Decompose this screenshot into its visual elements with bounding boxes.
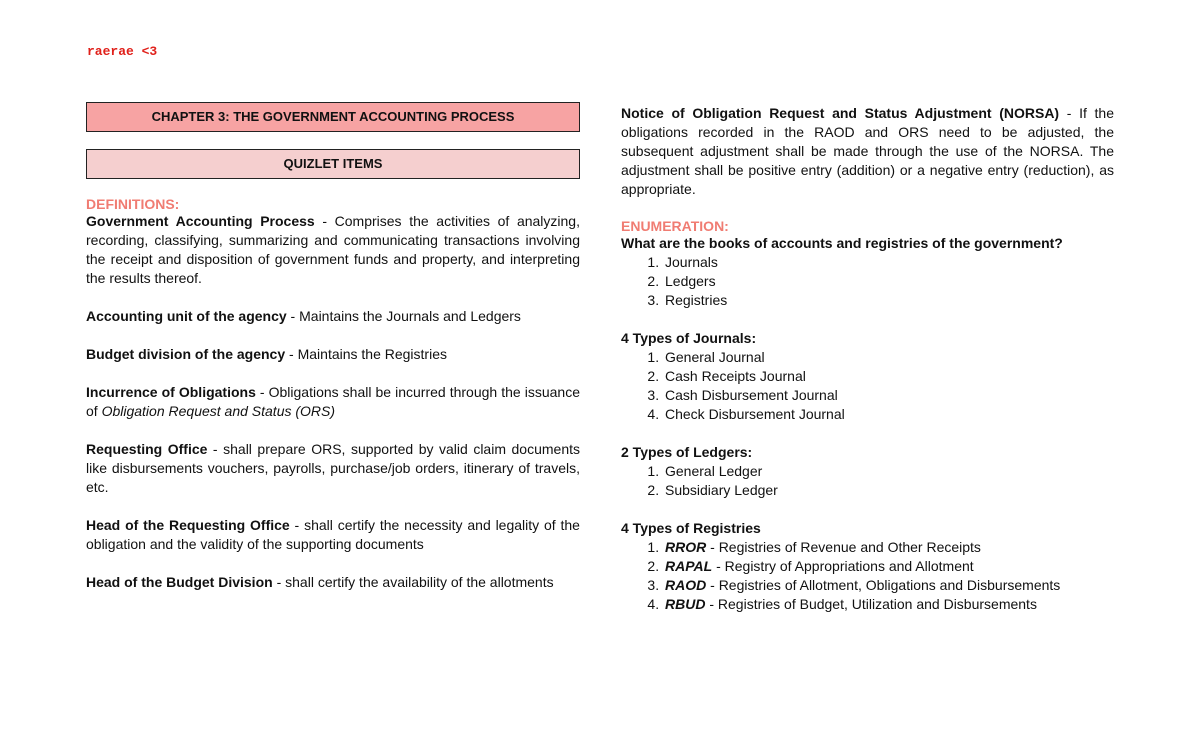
definition-separator: - <box>314 213 335 229</box>
journals-list <box>621 348 1114 424</box>
list-item: 2. Subsidiary Ledger <box>663 481 1114 500</box>
list-item <box>663 538 1114 557</box>
definition-item <box>86 345 580 364</box>
list-item <box>663 595 1114 614</box>
quizlet-title: QUIZLET ITEMS <box>86 149 580 179</box>
list-item: 3. Registries <box>663 291 1114 310</box>
registry-separator: - <box>705 596 718 612</box>
definition-separator: - <box>289 517 305 533</box>
definition-text: Maintains the Registries <box>297 346 447 362</box>
journals-question: 4 Types of Journals: <box>621 330 757 346</box>
left-column <box>86 102 580 592</box>
ledgers-list <box>621 462 1114 500</box>
definition-italic-text: Obligation Request and Status (ORS) <box>101 403 336 419</box>
list-item: 1. General Ledger <box>663 462 1114 481</box>
definition-item <box>86 573 580 592</box>
definition-text: Maintains the Journals and Ledgers <box>299 308 521 324</box>
list-item: 2. Cash Receipts Journal <box>663 367 1114 386</box>
registry-separator: - <box>712 558 725 574</box>
definition-item <box>86 440 580 497</box>
enumeration-heading: ENUMERATION: <box>621 218 729 234</box>
registry-abbr: RBUD <box>665 596 706 612</box>
ledgers-question: 2 Types of Ledgers: <box>621 444 753 460</box>
definition-text: shall prepare ORS, supported by valid claim documents like disbursements vouchers, payrolls, purchase/job orders, itinerary of travels, etc. <box>86 441 580 495</box>
definition-term: Notice of Obligation Request and Status Adjustment (NORSA) <box>621 105 1060 121</box>
definition-text: Comprises the activities of analyzing, recording, classifying, summarizing and communicating transactions involving the receipt and disposition of government funds and property, and interpreting the results thereof. <box>86 213 580 286</box>
definition-separator: - <box>272 574 286 590</box>
definition-item <box>86 212 580 288</box>
definition-item <box>86 307 580 326</box>
definition-separator: - <box>255 384 269 400</box>
registry-text: Registries of Revenue and Other Receipts <box>718 539 981 555</box>
definition-separator: - <box>207 441 224 457</box>
chapter-title: CHAPTER 3: THE GOVERNMENT ACCOUNTING PROCESS <box>86 102 580 132</box>
registries-question: 4 Types of Registries <box>621 520 761 536</box>
registry-separator: - <box>706 539 719 555</box>
definitions-section <box>86 196 580 592</box>
list-item: 4. Check Disbursement Journal <box>663 405 1114 424</box>
registry-abbr: RROR <box>665 539 707 555</box>
definition-text: shall certify the necessity and legality of the obligation and the validity of the supporting documents <box>86 517 580 552</box>
list-item: 3. Cash Disbursement Journal <box>663 386 1114 405</box>
definition-term: Budget division of the agency <box>86 346 286 362</box>
books-question: What are the books of accounts and registries of the government? <box>621 235 1063 251</box>
definition-item <box>86 383 580 421</box>
definition-term: Requesting Office <box>86 441 208 457</box>
registry-abbr: RAPAL <box>665 558 713 574</box>
list-item: 1. Journals <box>663 253 1114 272</box>
right-column <box>621 104 1114 614</box>
header-note: raerae <3 <box>87 44 158 59</box>
registry-abbr: RAOD <box>665 577 707 593</box>
definition-term: Head of the Budget Division <box>86 574 273 590</box>
definitions-heading: DEFINITIONS: <box>86 196 180 212</box>
definition-item <box>86 516 580 554</box>
registry-text: Registries of Allotment, Obligations and Disbursements <box>718 577 1061 593</box>
definition-term: Incurrence of Obligations <box>86 384 256 400</box>
definition-separator: - <box>286 308 300 324</box>
norsa-definition <box>621 104 1114 199</box>
definition-text: If the obligations recorded in the RAOD and ORS need to be adjusted, the subsequent adjustment shall be made through the use of the NORSA. The adjustment shall be positive entry (addition) or a negative entry (reduction), as appropriate. <box>621 105 1114 197</box>
list-item <box>663 576 1114 595</box>
definition-text: Obligations shall be incurred through the issuance of <box>86 384 580 419</box>
registry-separator: - <box>706 577 719 593</box>
books-list <box>621 253 1114 310</box>
definition-text: shall certify the availability of the allotments <box>285 574 554 590</box>
list-item: 1. General Journal <box>663 348 1114 367</box>
registry-text: Registry of Appropriations and Allotment <box>724 558 974 574</box>
registries-list <box>621 538 1114 614</box>
definition-term: Government Accounting Process <box>86 213 315 229</box>
registry-text: Registries of Budget, Utilization and Disbursements <box>717 596 1037 612</box>
list-item <box>663 557 1114 576</box>
definition-term: Head of the Requesting Office <box>86 517 290 533</box>
definition-separator: - <box>285 346 298 362</box>
list-item: 2. Ledgers <box>663 272 1114 291</box>
definition-term: Accounting unit of the agency <box>86 308 287 324</box>
definition-separator: - <box>1059 105 1080 121</box>
